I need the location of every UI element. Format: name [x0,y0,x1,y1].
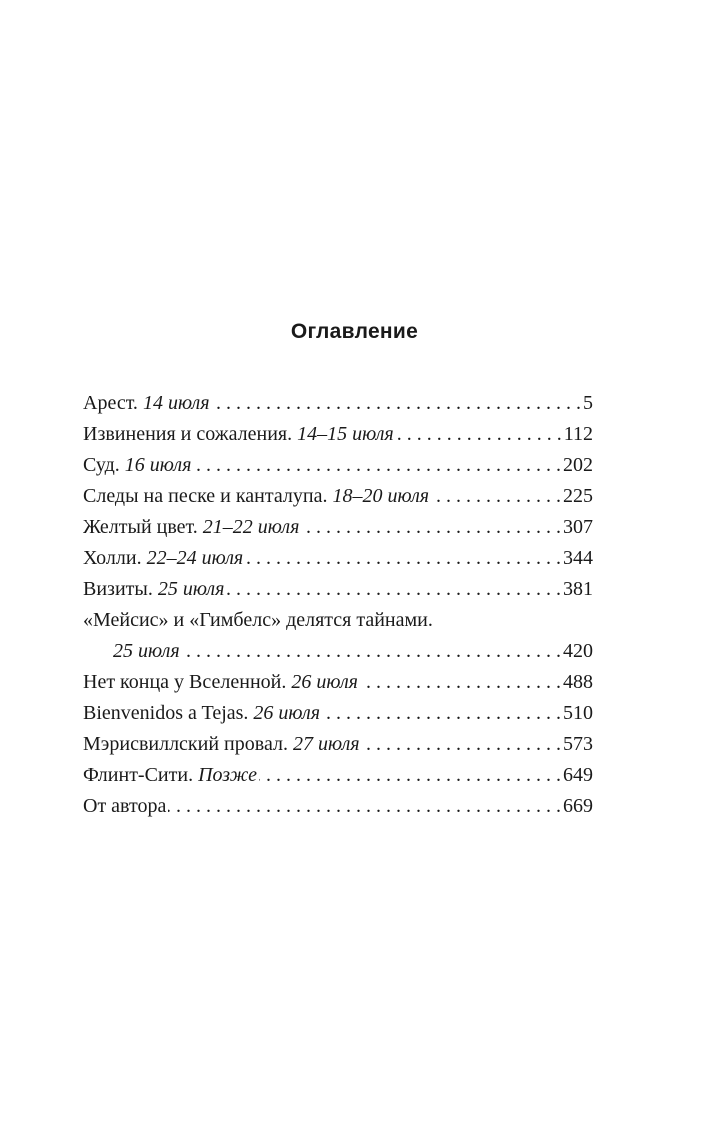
toc-entry-marysville[interactable] [83,729,593,760]
entry-page-number: 420 [563,640,593,662]
dot-leader [431,481,561,512]
entry-title: От автора [83,795,167,817]
entry-title: Флинт-Сити. [83,764,194,786]
entry-date: 25 июля [113,640,180,662]
entry-page-number: 488 [563,671,593,693]
entry-date: 26 июля [253,702,321,724]
dot-leader [322,698,561,729]
toc-entry-visits[interactable] [83,574,593,605]
entry-date: 16 июля [124,454,192,476]
entry-title: Мэрисвиллский провал. [83,733,288,755]
toc-entry-apologies[interactable] [83,419,593,450]
toc-entry-footprints[interactable] [83,481,593,512]
entry-title: Визиты. [83,578,153,600]
dot-leader [212,388,581,419]
entry-title: Следы на песке и канталупа. [83,485,328,507]
entry-date: 14–15 июля [297,423,394,445]
entry-date: 25 июля [157,578,225,600]
dot-leader [301,512,561,543]
dot-leader [226,574,561,605]
toc-entry-arrest[interactable] [83,388,593,419]
entry-page-number: 202 [563,454,593,476]
entry-page-number: 669 [563,795,593,817]
entry-date: 22–24 июля [146,547,244,569]
dot-leader [362,729,561,760]
entry-page-number: 5 [583,392,593,414]
entry-date: Позже [198,764,258,786]
entry-date: 18–20 июля [332,485,430,507]
entry-title: Желтый цвет. [83,516,198,538]
entry-title: Bienvenidos a Tejas. [83,702,249,724]
toc-entry-no-end[interactable] [83,667,593,698]
entry-title: Нет конца у Вселенной. [83,671,287,693]
entry-title: Суд. [83,454,120,476]
toc-entry-flint-city[interactable] [83,760,593,791]
entry-page-number: 225 [563,485,593,507]
entry-page-number: 573 [563,733,593,755]
page-title: Оглавление [290,320,419,343]
toc-entry-bienvenidos[interactable] [83,698,593,729]
dot-leader [396,419,562,450]
toc-entry-yellow[interactable] [83,512,593,543]
toc-entry-holly[interactable] [83,543,593,574]
toc-entry-author-note[interactable] [83,791,593,822]
entry-page-number: 510 [563,702,593,724]
entry-page-number: 381 [563,578,593,600]
toc-entry-macys-gimbels[interactable] [83,605,593,667]
entry-title: Холли. [83,547,142,569]
dot-leader [360,667,561,698]
entry-page-number: 307 [563,516,593,538]
entry-page-number: 344 [563,547,593,569]
dot-leader [259,760,561,791]
dot-leader [168,791,561,822]
entry-date: 14 июля [142,392,210,414]
entry-title: «Мейсис» и «Гимбелс» делятся тайнами. [83,609,433,631]
entry-date: 21–22 июля [202,516,300,538]
entry-date: 27 июля [292,733,360,755]
dot-leader [245,543,561,574]
toc-entry-trial[interactable] [83,450,593,481]
entry-title: Извинения и сожаления. [83,423,293,445]
dot-leader [193,450,561,481]
dot-leader [182,636,561,667]
table-of-contents [83,388,593,822]
entry-page-number: 112 [563,423,593,445]
entry-page-number: 649 [563,764,593,786]
entry-title: Арест. [83,392,138,414]
entry-date: 26 июля [291,671,358,693]
